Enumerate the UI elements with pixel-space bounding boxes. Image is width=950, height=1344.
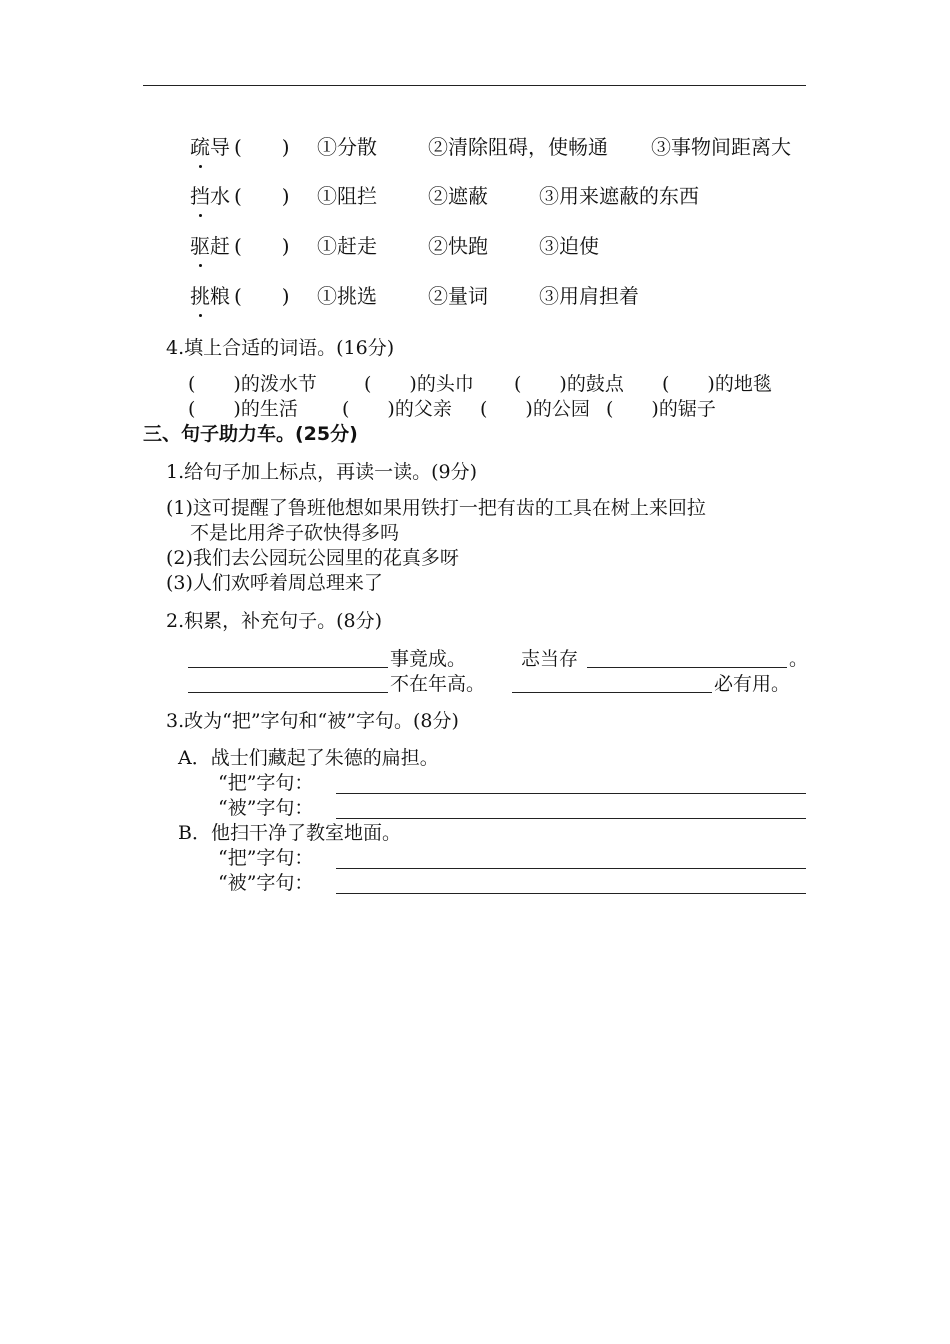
target-word: 挑 xyxy=(190,286,210,306)
target-word: 疏 xyxy=(190,137,210,157)
option: ③用来遮蔽的东西 xyxy=(539,184,699,208)
ba-sentence-label: “把”字句： xyxy=(218,847,314,869)
sentence-1-line-1: (1)这可提醒了鲁班他想如果用铁打一把有齿的工具在树上来回拉 xyxy=(166,497,706,519)
header-rule xyxy=(143,85,806,86)
answer-line[interactable] xyxy=(188,692,388,693)
answer-line[interactable] xyxy=(188,667,388,668)
meaning-row: 挑 粮 ( ) ①挑选 ②量词 ③用肩担着 xyxy=(190,286,230,306)
question-2-title: 2.积累，补充句子。(8分) xyxy=(166,610,383,632)
option: ①赶走 xyxy=(317,234,377,258)
answer-line[interactable] xyxy=(336,893,806,894)
answer-line[interactable] xyxy=(587,667,787,668)
option: ③迫使 xyxy=(539,234,599,258)
emphasis-dot xyxy=(199,214,202,217)
sentence-1-line-2: 不是比用斧子砍快得多吗 xyxy=(190,522,400,544)
fill-item[interactable]: ( )的头巾 xyxy=(364,373,474,395)
sentence-3: (3)人们欢呼着周总理来了 xyxy=(166,572,383,594)
fill-item[interactable]: ( )的生活 xyxy=(188,398,298,420)
fill-item[interactable]: ( )的公园 xyxy=(480,398,590,420)
emphasis-dot xyxy=(199,314,202,317)
answer-line[interactable] xyxy=(336,868,806,869)
fill-row-1 xyxy=(188,375,808,397)
question-3-title: 3.改为“把”字句和“被”字句。(8分) xyxy=(166,710,459,732)
bei-sentence-label: “被”字句： xyxy=(218,872,314,894)
meaning-row: 挡 水 ( ) ①阻拦 ②遮蔽 ③用来遮蔽的东西 xyxy=(190,186,230,206)
answer-line[interactable] xyxy=(336,818,806,819)
idiom-a-end: 事竟成。 xyxy=(390,648,467,670)
target-word: 驱 xyxy=(190,236,210,256)
idiom-c-end: 不在年高。 xyxy=(390,673,486,695)
answer-paren[interactable]: ( ) xyxy=(234,184,290,208)
option: ①挑选 xyxy=(317,284,377,308)
answer-paren[interactable]: ( ) xyxy=(234,135,290,159)
idiom-b-end: 。 xyxy=(789,648,809,670)
item-a-sentence: A．战士们藏起了朱德的扁担。 xyxy=(178,747,439,769)
answer-paren[interactable]: ( ) xyxy=(234,284,290,308)
option: ②清除阻碍，使畅通 xyxy=(428,135,608,159)
option: ②快跑 xyxy=(428,234,488,258)
fill-item[interactable]: ( )的泼水节 xyxy=(188,373,317,395)
emphasis-dot xyxy=(199,165,202,168)
option: ②遮蔽 xyxy=(428,184,488,208)
bei-sentence-label: “被”字句： xyxy=(218,797,314,819)
answer-line[interactable] xyxy=(512,692,712,693)
option: ③事物间距离大 xyxy=(651,135,791,159)
idiom-b-start: 志当存 xyxy=(521,648,579,670)
meaning-row: 驱 赶 ( ) ①赶走 ②快跑 ③迫使 xyxy=(190,236,230,256)
emphasis-dot xyxy=(199,264,202,267)
ba-sentence-label: “把”字句： xyxy=(218,772,314,794)
section-3-heading: 三、句子助力车。(25分) xyxy=(143,423,358,445)
fill-item[interactable]: ( )的鼓点 xyxy=(514,373,624,395)
fill-item[interactable]: ( )的父亲 xyxy=(342,398,452,420)
option: ①分散 xyxy=(317,135,377,159)
fill-item[interactable]: ( )的锯子 xyxy=(606,398,716,420)
sentence-2: (2)我们去公园玩公园里的花真多呀 xyxy=(166,547,459,569)
fill-item[interactable]: ( )的地毯 xyxy=(662,373,772,395)
idiom-d-end: 必有用。 xyxy=(714,673,791,695)
target-word: 挡 xyxy=(190,186,210,206)
question-4-title: 4.填上合适的词语。(16分) xyxy=(166,337,395,359)
question-1-title: 1.给句子加上标点，再读一读。(9分) xyxy=(166,461,478,483)
option: ③用肩担着 xyxy=(539,284,639,308)
fill-row-2 xyxy=(188,400,808,422)
answer-line[interactable] xyxy=(336,793,806,794)
answer-paren[interactable]: ( ) xyxy=(234,234,290,258)
option: ②量词 xyxy=(428,284,488,308)
option: ①阻拦 xyxy=(317,184,377,208)
item-b-sentence: B．他扫干净了教室地面。 xyxy=(178,822,401,844)
meaning-row: 疏 导 ( ) ①分散 ②清除阻碍，使畅通 ③事物间距离大 xyxy=(190,137,230,157)
